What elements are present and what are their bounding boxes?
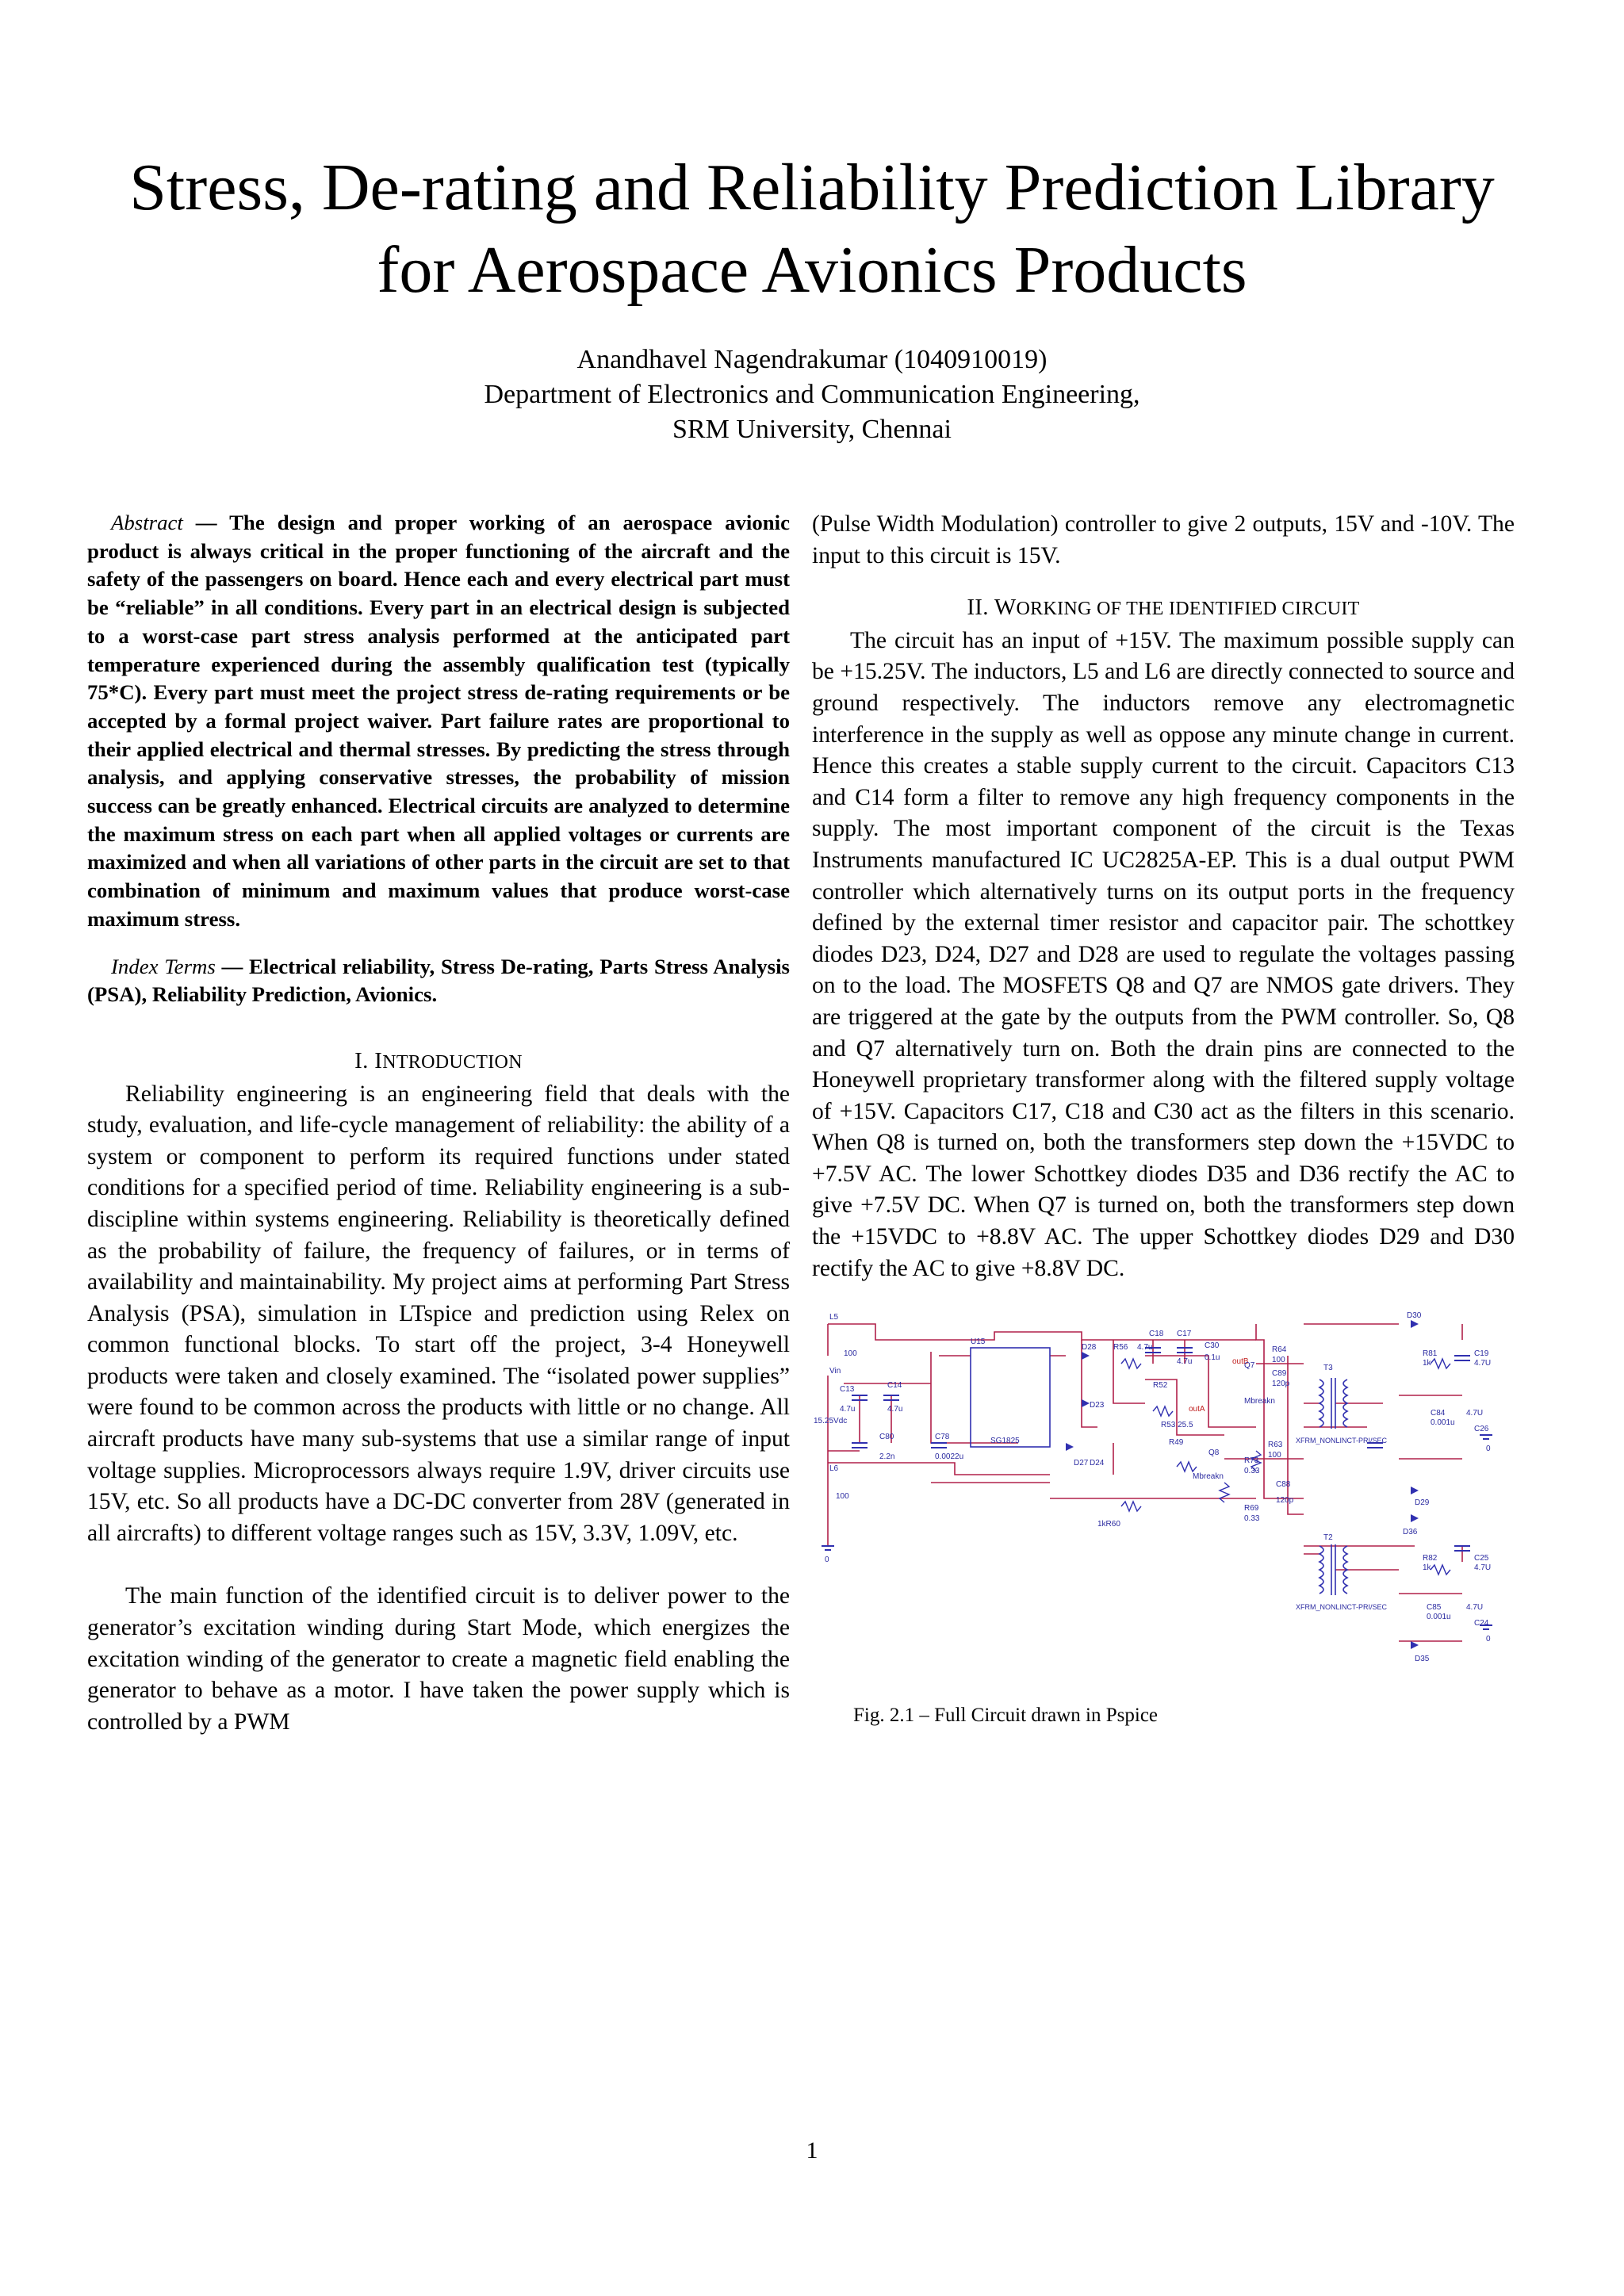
author-university: SRM University, Chennai [672,415,952,444]
svg-text:C26: C26 [1474,1425,1489,1434]
svg-text:D28: D28 [1082,1343,1097,1353]
svg-text:C17: C17 [1177,1330,1192,1339]
svg-text:C25: C25 [1474,1554,1489,1563]
circuit-schematic [812,1308,1518,1681]
title-line-1: Stress, De-rating and Reliability Prediction Library [129,151,1495,224]
author-department: Department of Electronics and Communication Engineering, [484,380,1140,409]
svg-text:C80: C80 [879,1433,894,1442]
svg-text:D36: D36 [1403,1528,1418,1537]
svg-text:0: 0 [1486,1635,1491,1644]
svg-text:100: 100 [836,1492,849,1502]
author-block [0,342,1624,447]
svg-text:0.001u: 0.001u [1427,1613,1451,1622]
svg-text:C30: C30 [1205,1341,1220,1351]
svg-text:4.7u: 4.7u [840,1405,856,1414]
abstract-label: Abstract [111,511,183,534]
svg-text:C89: C89 [1272,1369,1287,1379]
svg-text:outB: outB [1232,1357,1249,1367]
left-column [87,509,790,1738]
author-name: Anandhavel Nagendrakumar (1040910019) [576,345,1048,374]
svg-text:D35: D35 [1415,1655,1430,1664]
svg-text:R52: R52 [1153,1381,1168,1391]
diodes [1066,1320,1419,1649]
svg-text:L5: L5 [829,1313,839,1322]
svg-text:U15: U15 [971,1337,986,1347]
svg-text:2.2n: 2.2n [879,1452,895,1462]
working-paragraph: The circuit has an input of +15V. The maximum possible supply can be +15.25V. The inductors, L5 and L6 are directly connected to source and ground respectively. The inductors remove any electromagnetic interference in the supply as well as oppose any minute change in current. Hence this creates a stable supply current to the circuit. Capacitors C13 and C14 form a filter to remove any high frequency components in the supply. The most important component of the circuit is the Texas Instruments manufactured IC UC2825A-EP. This is a dual output PWM controller which alternatively turns on its output ports in the frequency defined by the external timer resistor and capacitor pair. The schottkey diodes D23, D24, D27 and D28 are used to regulate the voltages passing on to the load. The MOSFETS Q8 and Q7 are NMOS gate drivers. They are triggered at the gate by the outputs from the PWM controller. So, Q8 and Q7 alternatively turn on. Both the drain pins are connected to the Honeywell proprietary transformer along with the filtered supply voltage of +15V. Capacitors C17, C18 and C30 act as the filters in this scenario. When Q8 is turned on, both the transformers step down the +15VDC to +7.5V AC. The lower Schottkey diodes D35 and D36 rectify the AC to give +7.5V DC. When Q7 is turned on, both the transformers step down the +15VDC to +8.8V AC. The upper Schottkey diodes D29 and D30 rectify the AC to give +8.8V DC. [812,627,1515,1281]
paper-title [0,147,1624,312]
figure-caption: Fig. 2.1 – Full Circuit drawn in Pspice [853,1705,1159,1727]
abstract [87,509,790,934]
svg-text:Mbreakn: Mbreakn [1193,1472,1224,1482]
svg-text:0.33: 0.33 [1244,1514,1260,1524]
svg-text:C18: C18 [1149,1330,1164,1339]
svg-text:XFRM_NONLINCT-PRI/SEC: XFRM_NONLINCT-PRI/SEC [1296,1603,1388,1612]
svg-text:C78: C78 [935,1433,950,1442]
svg-text:R82: R82 [1423,1554,1438,1563]
svg-text:0: 0 [825,1556,829,1565]
svg-text:120p: 120p [1272,1380,1290,1389]
abstract-text: The design and proper working of an aerospace avionic product is always critical in the proper functioning of the aircraft and the safety of the passengers on board. Hence each and every electrical part must be “reliable” in all conditions. Every part in an electrical design is subjected to a worst-case part stress analysis performed at the anticipated part temperature experienced during the assembly qualification test (typically 75*C). Every part must meet the project stress de-rating requirements or be accepted by a formal project waiver. Part failure rates are proportional to their applied electrical and thermal stresses. By predicting the stress through analysis, and applying conservative stresses, the probability of mission success can be greatly enhanced. Electrical circuits are analyzed to determine the maximum stress on each part when all applied voltages or currents are maximized and when all variations of other parts in the circuit are set to that combination of minimum and maximum values that produce worst-case maximum stress. [87,511,790,931]
circuit-wires [828,1324,1462,1641]
svg-text:4.7U: 4.7U [1474,1359,1492,1368]
svg-text:0.1u: 0.1u [1205,1353,1220,1363]
svg-text:Q8: Q8 [1208,1448,1220,1458]
svg-text:4.7U: 4.7U [1466,1603,1484,1613]
svg-text:100: 100 [1268,1451,1281,1460]
svg-text:XFRM_NONLINCT-PRI/SEC: XFRM_NONLINCT-PRI/SEC [1296,1437,1388,1445]
svg-text:D29: D29 [1415,1498,1430,1508]
abstract-dash: — [182,511,230,534]
svg-text:C14: C14 [887,1381,902,1391]
resistors [1121,1359,1450,1575]
index-terms-label: Index Terms [111,954,216,978]
svg-text:D23: D23 [1090,1401,1105,1410]
svg-text:SG1825: SG1825 [990,1437,1020,1446]
continued-paragraph: (Pulse Width Modulation) controller to give 2 outputs, 15V and -10V. The input to this circuit is 15V. [812,511,1515,568]
svg-text:R56: R56 [1113,1343,1128,1353]
svg-text:1kR60: 1kR60 [1097,1520,1120,1529]
svg-text:C84: C84 [1431,1409,1446,1418]
svg-text:R63: R63 [1268,1441,1283,1450]
svg-text:100: 100 [844,1349,857,1359]
svg-text:D30: D30 [1407,1311,1422,1321]
svg-text:C13: C13 [840,1385,855,1395]
svg-text:R64: R64 [1272,1345,1287,1355]
svg-text:1k: 1k [1423,1359,1431,1368]
svg-text:L6: L6 [829,1464,839,1474]
svg-text:4.7U: 4.7U [1466,1409,1484,1418]
title-line-2: for Aerospace Avionics Products [377,233,1247,307]
svg-text:Q7: Q7 [1244,1361,1255,1371]
ic-package [971,1348,1050,1447]
svg-text:4.7u: 4.7u [1177,1357,1193,1367]
svg-text:4.7u: 4.7u [887,1405,903,1414]
index-terms-dash: — [215,954,250,978]
svg-text:4.7U: 4.7U [1474,1563,1492,1573]
svg-text:C24: C24 [1474,1619,1489,1628]
svg-text:15.25Vdc: 15.25Vdc [814,1417,848,1426]
svg-text:0.001u: 0.001u [1431,1418,1455,1428]
page-number: 1 [806,2137,818,2164]
svg-text:R69: R69 [1244,1504,1259,1513]
right-column [812,509,1515,1732]
svg-text:Mbreakn: Mbreakn [1244,1397,1275,1406]
circuit-figure [812,1308,1518,1681]
section-heading-working: II. WORKING OF THE IDENTIFIED CIRCUIT [967,595,1360,621]
svg-text:100: 100 [1272,1356,1285,1365]
svg-text:R49: R49 [1169,1438,1184,1448]
capacitors [852,1348,1470,1551]
svg-text:D27: D27 [1074,1459,1089,1468]
section-heading-introduction: I. INTRODUCTION [354,1047,523,1073]
index-terms [87,953,790,1009]
circuit-labels [814,1311,1491,1663]
svg-text:4.7u: 4.7u [1137,1343,1153,1353]
svg-text:0.0022u: 0.0022u [935,1452,964,1462]
transformers [1320,1378,1347,1595]
introduction-paragraph-2: The main function of the identified circuit is to deliver power to the generator’s excitation winding during Start Mode, which energizes the excitation winding of the generator to create a magnetic field enabling the generator to behave as a motor. I have taken the power supply which is controlled by a PWM [87,1583,790,1735]
svg-text:0: 0 [1486,1445,1491,1454]
svg-text:R73: R73 [1244,1456,1259,1466]
svg-text:outA: outA [1189,1405,1205,1414]
svg-text:C19: C19 [1474,1349,1489,1359]
svg-text:120p: 120p [1276,1496,1294,1506]
svg-text:0.33: 0.33 [1244,1467,1260,1476]
svg-text:Vin: Vin [829,1367,841,1376]
svg-text:D24: D24 [1090,1459,1105,1468]
grounds [822,1435,1492,1629]
svg-text:C88: C88 [1276,1480,1291,1490]
svg-text:T2: T2 [1323,1533,1333,1543]
svg-text:1k: 1k [1423,1563,1431,1573]
svg-text:T3: T3 [1323,1364,1333,1373]
introduction-paragraph-1: Reliability engineering is an engineering field that deals with the study, evaluation, and life-cycle management of reliability: the ability of a system or component to perform its required functions under stated conditions for a specified period of time. Reliability engineering is a sub-discipline within systems engineering. Reliability is theoretically defined as the probability of failure, the frequency of failures, or in terms of availability and maintainability. My project aims at performing Part Stress Analysis (PSA), simulation in LTspice and prediction using Relex on common functional blocks. To start off the project, 3-4 Honeywell products were taken and closely examined. The “isolated power supplies” were found to be common across the products with little or no change. All aircraft products have many sub-systems that use a similar range of input voltage supplies. Microprocessors always require 1.9V, driver circuits use 15V, etc. So all products have a DC-DC converter from 28V (generated in all aircrafts) to different voltage ranges such as 15V, 3.3V, 1.09V, etc. [87,1081,790,1546]
svg-text:R53 25.5: R53 25.5 [1161,1421,1193,1430]
index-terms-text: Electrical reliability, Stress De-rating, Parts Stress Analysis (PSA), Reliability Prediction, Avionics. [87,954,790,1007]
svg-text:C85: C85 [1427,1603,1442,1613]
svg-text:R81: R81 [1423,1349,1438,1359]
